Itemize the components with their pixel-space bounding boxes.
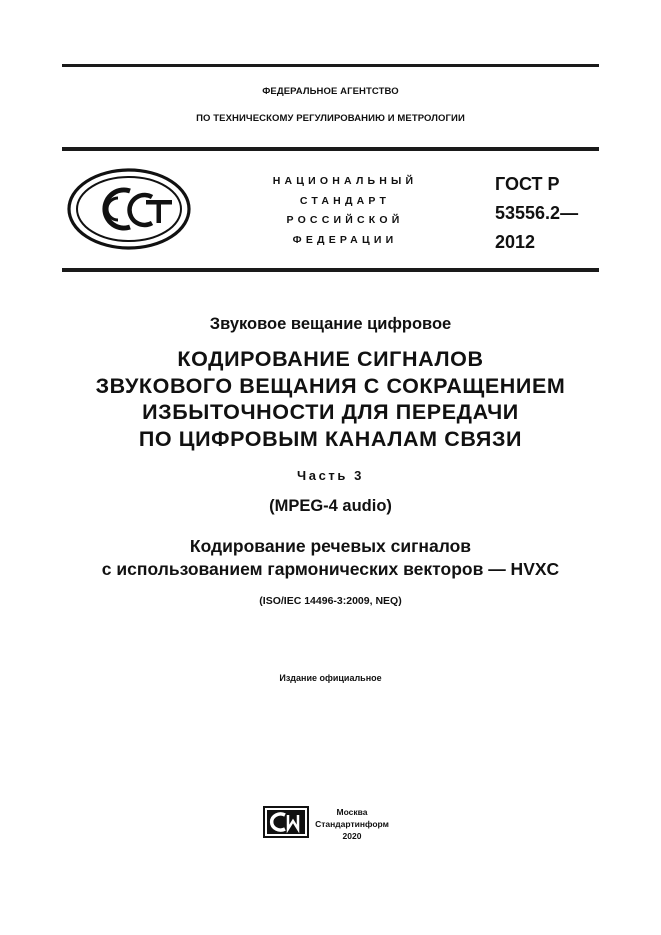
- agency-line-1: ФЕДЕРАЛЬНОЕ АГЕНТСТВО: [262, 86, 399, 97]
- header-rule-lower: [62, 268, 599, 272]
- coding-title-line: с использованием гармонических векторов — HVXC: [101, 558, 560, 579]
- standard-type-line: ФЕДЕРАЦИИ: [292, 233, 398, 246]
- top-rule: [62, 64, 599, 67]
- standard-type-line: СТАНДАРТ: [299, 194, 391, 207]
- header-rule-upper: [62, 147, 599, 151]
- publisher-info: [313, 806, 391, 842]
- iso-reference: (ISO/IEC 14496-3:2009, NEQ): [259, 595, 402, 607]
- title-line: ИЗБЫТОЧНОСТИ ДЛЯ ПЕРЕДАЧИ: [142, 400, 519, 424]
- coding-title-line: Кодирование речевых сигналов: [189, 536, 472, 556]
- part-label: Часть 3: [297, 468, 364, 483]
- publisher-name: Стандартинформ: [315, 819, 389, 829]
- agency-line-2: ПО ТЕХНИЧЕСКОМУ РЕГУЛИРОВАНИЮ И МЕТРОЛОГИИ: [196, 113, 465, 124]
- standard-type: [250, 172, 440, 250]
- publication-year: 2020: [342, 831, 362, 841]
- standard-type-line: НАЦИОНАЛЬНЫЙ: [272, 175, 418, 187]
- coding-title: [0, 535, 661, 580]
- document-subtitle: Звуковое вещание цифровое: [209, 315, 452, 333]
- publisher-city: Москва: [336, 807, 368, 817]
- standard-number-line: 53556.2—: [495, 203, 579, 223]
- gost-emblem-icon: [66, 167, 192, 251]
- standard-type-line: РОССИЙСКОЙ: [286, 214, 404, 226]
- title-line: ЗВУКОВОГО ВЕЩАНИЯ С СОКРАЩЕНИЕМ: [95, 373, 566, 398]
- document-title: [0, 346, 661, 452]
- standard-number-line: 2012: [495, 232, 536, 252]
- standard-number: [495, 170, 578, 257]
- standard-number-line: ГОСТ Р: [495, 174, 560, 194]
- mpeg-label: (MPEG-4 audio): [269, 497, 392, 515]
- publisher-logo-icon: [263, 806, 309, 838]
- edition-label: Издание официальное: [279, 673, 382, 683]
- title-line: КОДИРОВАНИЕ СИГНАЛОВ: [177, 347, 484, 371]
- title-line: ПО ЦИФРОВЫМ КАНАЛАМ СВЯЗИ: [138, 426, 523, 451]
